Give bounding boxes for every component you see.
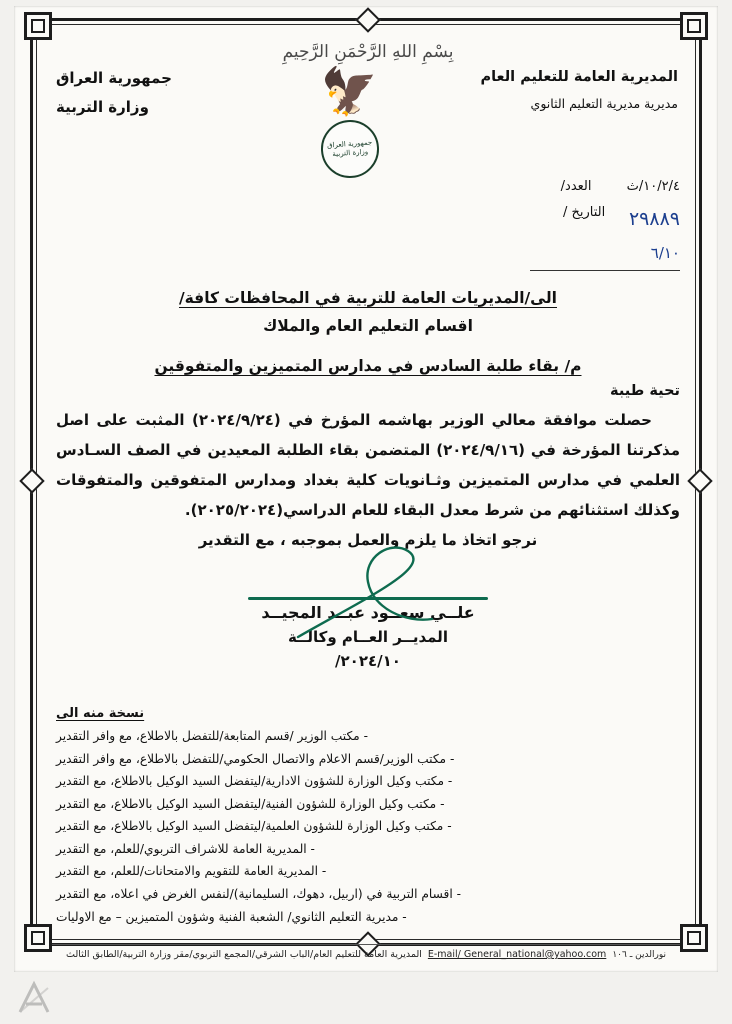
body-text: حصلت موافقة معالي الوزير بهاشمه المؤرخ في (٢٠٢٤/٩/٢٤) المثبت على اصل مذكرتنا المؤرخة في (٢٠٢٤/٩/١٦) المتضمن بقاء الطلبة المعيدين في الصف السـادس العلمي في مدارس المتميزين وثـانويات كلية بغداد ومدارس المتفوقين والمتفوقات وكذلك استثنائهم من شرط معدل البقاء للعام الدراسي(٢٠٢٥/٢٠٢٤). [56, 411, 680, 519]
corner-ornament-bottom-right [680, 924, 708, 952]
document-content [56, 36, 680, 928]
signature-block [56, 603, 680, 670]
basmala-text: بِسْمِ اللهِ الرَّحْمَنِ الرَّحِيمِ [282, 42, 454, 62]
addressee-primary: الى/المديريات العامة للتربية في المحافظات كافة/ [178, 289, 557, 307]
official-seal-icon: جمهورية العراق وزارة التربية [319, 118, 381, 180]
carbon-copy-list [56, 725, 680, 928]
reference-hand-note: ٦/١٠ [650, 244, 680, 262]
issuer-title: المديرية العامة للتعليم العام [480, 69, 678, 85]
corner-ornament-bottom-left [24, 924, 52, 952]
letterhead [56, 64, 680, 178]
ministry-name: وزارة التربية [56, 97, 149, 116]
list-item: - المديرية العامة للاشراف التربوي/للعلم، مع التقدير [56, 841, 315, 856]
letterhead-state [56, 64, 271, 121]
reference-handnote-line [56, 238, 680, 268]
subject-line: م/ بقاء طلبة السادس في مدارس المتميزين والمتفوقين [154, 357, 582, 375]
signer-name: علــي سعــود عبــد المجيــد [261, 603, 475, 622]
letterhead-issuer [428, 64, 680, 115]
carbon-copy-title: نسخة منه الى [56, 706, 145, 721]
watermark-logo-icon [14, 978, 54, 1018]
body-paragraph [56, 405, 680, 525]
corner-ornament-top-left [24, 12, 52, 40]
eagle-icon: 🦅 [320, 64, 379, 118]
carbon-copy-section [56, 706, 680, 928]
reference-number-value: ١٠/٢/٤/ث [626, 179, 680, 194]
footer-address: المديرية العامة للتعليم العام/الباب الشرقي/المجمع التربوي/مقر وزارة التربية/الطابق الثالث [66, 949, 422, 960]
national-emblem [304, 64, 396, 178]
corner-ornament-top-right [680, 12, 708, 40]
document-footer [52, 944, 680, 960]
footer-email[interactable]: E-mail/ General_national@yahoo.com [427, 949, 607, 960]
list-item: - مديرية التعليم الثانوي/ الشعبة الفنية وشؤون المتميزين – مع الاوليات [56, 909, 407, 924]
state-name: جمهورية العراق [56, 69, 172, 87]
reference-number-label: العدد/ [560, 179, 592, 194]
signer-title: المديــر العــام وكالــة [288, 628, 448, 646]
list-item: - مكتب وكيل الوزارة للشؤون الادارية/ليتفضل السيد الوكيل بالاطلاع، مع التقدير [56, 774, 453, 789]
list-item: - مكتب وكيل الوزارة للشؤون الفنية/ليتفضل السيد الوكيل بالاطلاع، مع التقدير [56, 796, 445, 811]
reference-block [56, 174, 680, 271]
reference-date-line [56, 200, 680, 238]
issuer-subtitle: مديرية مديرية التعليم الثانوي [530, 95, 678, 111]
closing-line: نرجو اتخاذ ما يلزم والعمل بموجبه ، مع التقدير [198, 531, 538, 549]
footer-telephone: نورالدين ـ ١٠٦ [612, 949, 667, 960]
addressee-secondary: اقسام التعليم العام والملاك [263, 317, 473, 335]
list-item: - المديرية العامة للتقويم والامتحانات/للعلم، مع التقدير [56, 864, 327, 879]
reference-date-value: ٢٩٨٨٩ [628, 208, 680, 230]
list-item: - مكتب الوزير /قسم المتابعة/للتفضل بالاطلاع، مع وافر التقدير [56, 729, 368, 743]
reference-underline [530, 270, 680, 271]
list-item: - مكتب وكيل الوزارة للشؤون العلمية/ليتفضل السيد الوكيل بالاطلاع، مع التقدير [56, 819, 452, 834]
reference-date-label: التاريخ / [562, 205, 606, 220]
signature-underline [248, 597, 488, 600]
greeting-line: تحية طيبة [610, 383, 680, 399]
signature-date: ٢٠٢٤/١٠/ [335, 652, 401, 670]
list-item: - مكتب الوزير/قسم الاعلام والاتصال الحكومي/للتفضل بالاطلاع، مع وافر التقدير [56, 751, 455, 766]
list-item: - اقسام التربية في (اربيل، دهوك، السليمانية)/لنفس الغرض في اعلاه، مع التقدير [56, 886, 461, 901]
